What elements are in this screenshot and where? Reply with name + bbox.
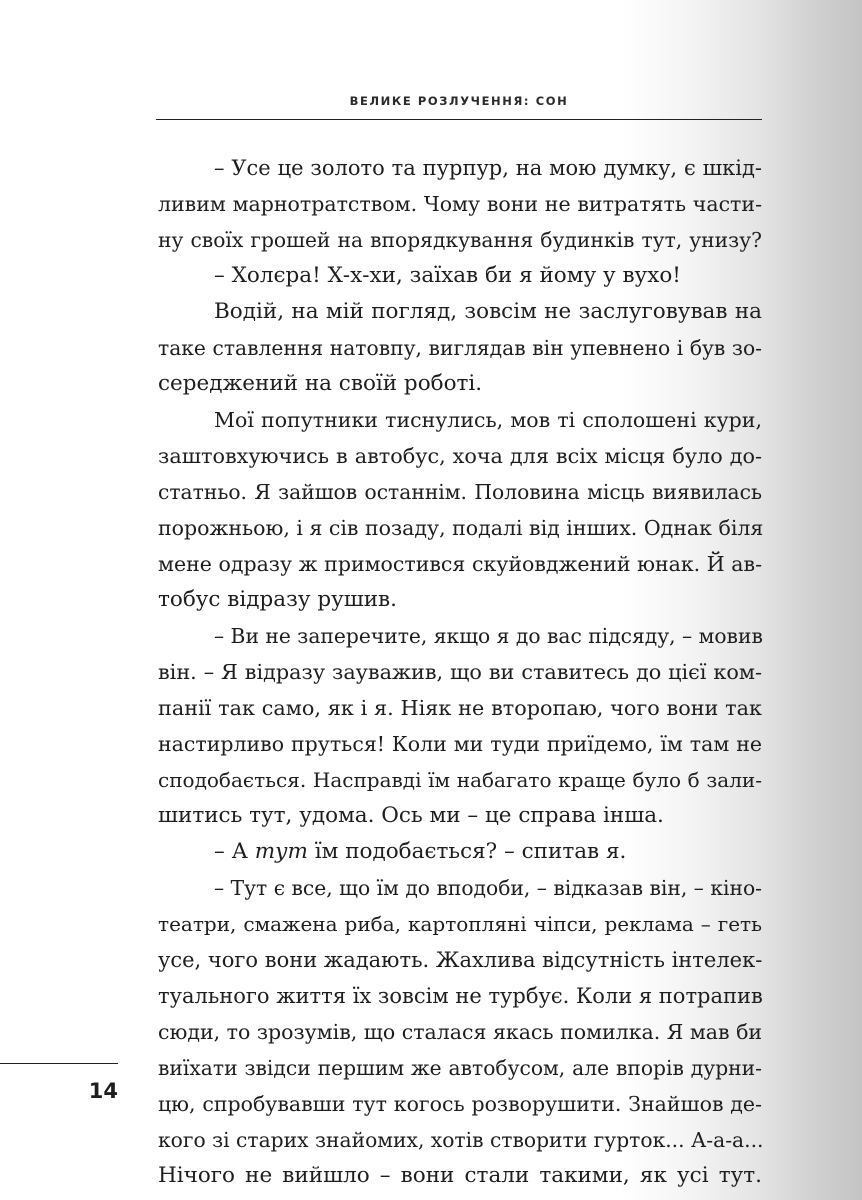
text-line: таке ставлення натовпу, виглядав він упевнено і був зо- [158,336,762,360]
italic-word: тут [254,839,308,864]
header-rule [156,119,762,120]
text-line: виїхати звідси першим же автобусом, але впорів дурни- [158,1056,762,1080]
text-line: мене одразу ж примостився скуйовджений юнак. Й ав- [158,552,762,576]
text-line: тобус відразу рушив. [158,587,397,612]
text-line: – Холєра! Х-х-хи, заїхав би я йому у вухо! [214,263,681,288]
text-line: порожньою, і я сів позаду, подалі від інших. Однак біля [158,516,764,540]
text-line: панії так само, як і я. Ніяк не второпаю, чого вони так [158,696,762,720]
text-line: цю, спробувавши тут когось розворушити. Знайшов де- [158,1092,762,1116]
running-head: ВЕЛИКЕ РОЗЛУЧЕННЯ: СОН [349,94,569,108]
text-line: статньо. Я зайшов останнім. Половина місць виявилась [158,480,762,504]
text-line: кого зі старих знайомих, хотів створити гурток... А-а-а... [158,1128,764,1152]
text-segment: їм подобається? – спитав я. [307,839,627,864]
text-line: ну своїх грошей на впорядкування будинків тут, унизу? [158,228,762,252]
text-line: – Усе це золото та пурпур, на мою думку, є шкід- [214,156,762,180]
text-line: усе, чого вони жадають. Жахлива відсутність інтелек- [158,948,763,972]
text-line: шитись тут, удома. Ось ми – це справа інша. [158,803,664,828]
footer-rule [0,1063,118,1064]
page-number: 14 [88,1079,118,1103]
body-text [158,150,762,1194]
text-line: Нічого не вийшло – вони стали такими, як усі тут. [158,1163,762,1188]
text-line: ливим марнотратством. Чому вони не витратять части- [158,192,762,216]
text-line: заштовхуючись в автобус, хоча для всіх місця було до- [158,444,762,468]
text-line: Мої попутники тиснулись, мов ті сполошені кури, [214,408,762,432]
text-line: туального життя їх зовсім не турбує. Коли я потрапив [158,984,763,1008]
text-line: настирливо пруться! Коли ми туди приїдемо, їм там не [158,732,762,756]
text-line: сподобається. Насправді їм набагато краще було б зали- [158,768,762,792]
text-segment: – А [214,839,255,864]
text-line: Водій, на мій погляд, зовсім не заслуговував на [214,299,762,324]
text-line: театри, смажена риба, картопляні чіпси, реклама – геть [158,912,762,936]
text-line: сюди, то зрозумів, що сталася якась помилка. Я мав би [158,1020,763,1044]
text-line: він. – Я відразу зауважив, що ви ставитесь до цієї ком- [158,660,762,684]
text-line [158,834,762,870]
text-line: середжений на своїй роботі. [158,371,483,396]
text-line: – Тут є все, що їм до вподоби, – відказав він, – кіно- [214,876,762,900]
text-line: – Ви не заперечите, якщо я до вас підсяду, – мовив [214,624,763,648]
